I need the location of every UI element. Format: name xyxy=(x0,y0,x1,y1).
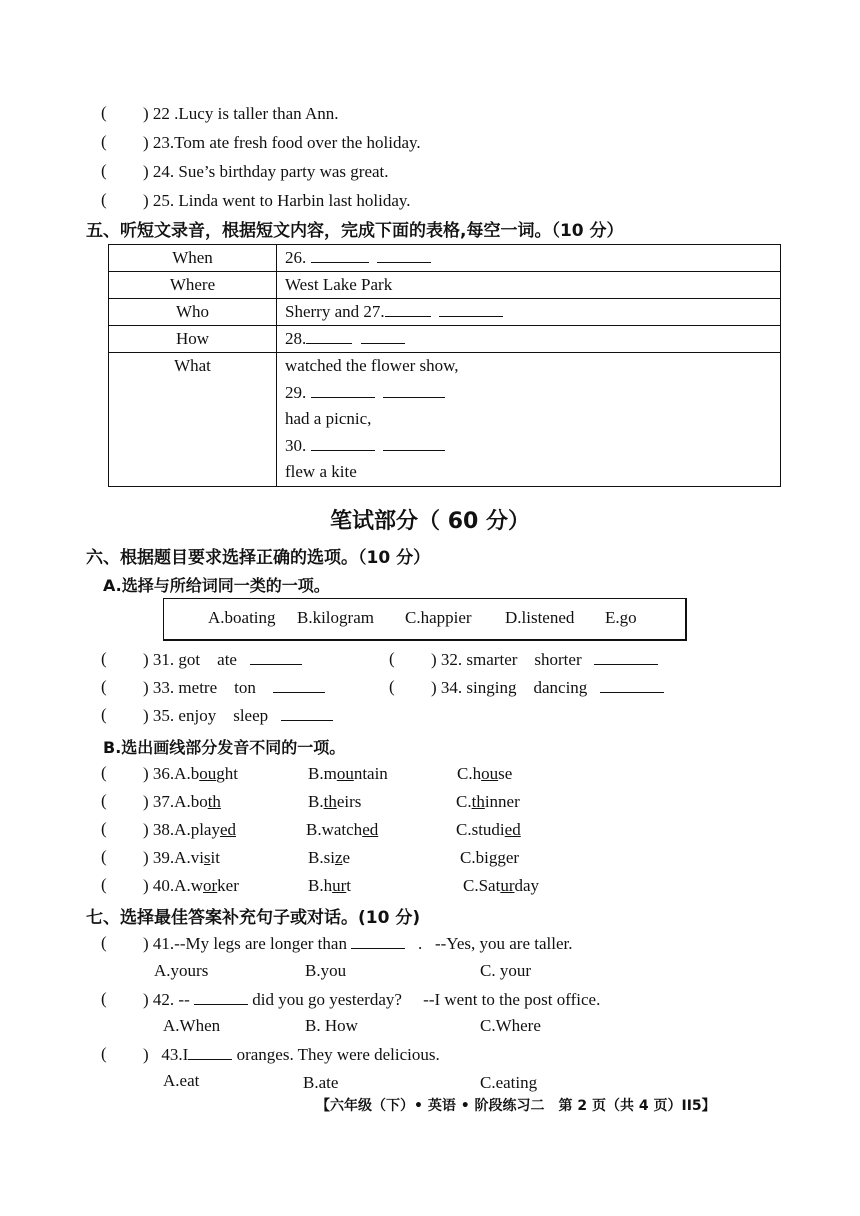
row-value: 26. xyxy=(277,245,781,272)
answer-option: C.eating xyxy=(480,1073,538,1092)
question-33: ) 33. metre ton xyxy=(143,677,325,699)
question-22: ) 22 .Lucy is taller than Ann. xyxy=(143,104,339,123)
underlined-segment: th xyxy=(323,792,337,811)
section-7-heading: 七、选择最佳答案补充句子或对话。(10 分) xyxy=(86,908,421,928)
option-b: B.hurt xyxy=(308,876,351,895)
answer-paren-open: ( xyxy=(101,933,107,952)
question-35: ) 35. enjoy sleep xyxy=(143,705,333,727)
underlined-segment: ou xyxy=(481,764,499,783)
underlined-segment: s xyxy=(203,848,211,867)
underlined-segment: ed xyxy=(362,820,379,839)
option-c: C.house xyxy=(457,764,513,783)
underlined-segment: ou xyxy=(336,764,354,783)
section-6-heading: 六、根据题目要求选择正确的选项。（10 分） xyxy=(86,548,431,568)
row-value: West Lake Park xyxy=(277,272,781,299)
answer-paren-open: ( xyxy=(101,161,107,180)
row-value: watched the flower show, 29. had a picnic, 30. flew a kite xyxy=(277,353,781,487)
answer-option: C. your xyxy=(480,961,531,980)
question-23: ) 23.Tom ate fresh food over the holiday. xyxy=(143,133,421,152)
question-25: ) 25. Linda went to Harbin last holiday. xyxy=(143,191,411,210)
row-key: When xyxy=(109,245,277,272)
written-section-title: 笔试部分（ 60 分） xyxy=(330,509,530,534)
question-41: ) 41.--My legs are longer than . --Yes, you are taller. xyxy=(143,934,573,953)
underlined-segment: th xyxy=(471,792,485,811)
option-c: C.bigger xyxy=(460,848,520,867)
row-key: What xyxy=(109,353,277,487)
answer-option: A.When xyxy=(163,1016,221,1035)
word-option: B.kilogram xyxy=(297,608,374,627)
subsection-b-heading: B.选出画线部分发音不同的一项。 xyxy=(103,738,346,757)
row-key: Who xyxy=(109,299,277,326)
answer-option: C.Where xyxy=(480,1016,541,1035)
answer-paren-open: ( xyxy=(389,649,395,668)
subsection-a-heading: A.选择与所给词同一类的一项。 xyxy=(103,576,330,595)
answer-option: A.yours xyxy=(154,961,209,980)
option-c: C.studied xyxy=(456,820,521,839)
answer-option: B.you xyxy=(305,961,347,980)
answer-paren-open: ( xyxy=(101,705,107,724)
option-a: ) 37.A.both xyxy=(143,792,221,811)
underlined-segment: ur xyxy=(500,876,515,895)
answer-paren-open: ( xyxy=(101,989,107,1008)
option-b: B.size xyxy=(308,848,351,867)
answer-paren-open: ( xyxy=(101,791,107,810)
answer-paren-open: ( xyxy=(101,847,107,866)
word-option: D.listened xyxy=(505,608,575,627)
question-24: ) 24. Sue’s birthday party was great. xyxy=(143,162,389,181)
option-b: B.theirs xyxy=(308,792,362,811)
option-b: B.watched xyxy=(306,820,379,839)
answer-paren-open: ( xyxy=(101,132,107,151)
word-option: E.go xyxy=(605,608,637,627)
question-43: ) 43.I oranges. They were delicious. xyxy=(143,1045,440,1064)
option-b: B.mountain xyxy=(308,764,388,783)
underlined-segment: ur xyxy=(332,876,347,895)
underlined-segment: ed xyxy=(504,820,521,839)
word-option: A.boating xyxy=(208,608,276,627)
section-5-heading: 五、听短文录音，根据短文内容，完成下面的表格,每空一词。（10 分） xyxy=(86,221,624,241)
row-key: How xyxy=(109,326,277,353)
answer-paren-open: ( xyxy=(101,190,107,209)
answer-paren-open: ( xyxy=(101,819,107,838)
answer-paren-open: ( xyxy=(101,649,107,668)
table-row xyxy=(109,326,781,353)
option-a: ) 38.A.played xyxy=(143,820,237,839)
answer-paren-open: ( xyxy=(101,677,107,696)
option-a: ) 40.A.worker xyxy=(143,876,239,895)
row-value: 28. xyxy=(277,326,781,353)
table-row xyxy=(109,245,781,272)
answer-paren-open: ( xyxy=(101,763,107,782)
answer-paren-open: ( xyxy=(101,1044,107,1063)
answer-option: A.eat xyxy=(163,1071,200,1090)
answer-paren-open: ( xyxy=(389,677,395,696)
question-34: ) 34. singing dancing xyxy=(431,677,664,699)
underlined-segment: ed xyxy=(219,820,237,839)
underlined-segment: or xyxy=(202,876,218,895)
underlined-segment: gg xyxy=(488,848,506,867)
option-a: ) 39.A.visit xyxy=(143,848,220,867)
answer-paren-open: ( xyxy=(101,875,107,894)
question-31: ) 31. got ate xyxy=(143,649,302,671)
option-c: C.thinner xyxy=(456,792,520,811)
answer-option: B.ate xyxy=(303,1073,339,1092)
table-row xyxy=(109,299,781,326)
underlined-segment: th xyxy=(207,792,221,811)
question-42: ) 42. -- did you go yesterday? --I went to the post office. xyxy=(143,990,601,1009)
question-32: ) 32. smarter shorter xyxy=(431,649,658,671)
option-a: ) 36.A.bought xyxy=(143,764,238,783)
answer-paren-open: ( xyxy=(101,103,107,122)
underlined-segment: ou xyxy=(199,764,217,783)
underlined-segment: z xyxy=(334,848,343,867)
table-row xyxy=(109,353,781,487)
row-key: Where xyxy=(109,272,277,299)
word-option: C.happier xyxy=(405,608,472,627)
option-c: C.Saturday xyxy=(463,876,540,895)
table-row xyxy=(109,272,781,299)
listening-table xyxy=(108,244,781,487)
page-footer: 【六年级（下）• 英语 • 阶段练习二 第 2 页（共 4 页）II5】 xyxy=(316,1098,716,1114)
row-value: Sherry and 27. xyxy=(277,299,781,326)
answer-option: B. How xyxy=(305,1016,358,1035)
